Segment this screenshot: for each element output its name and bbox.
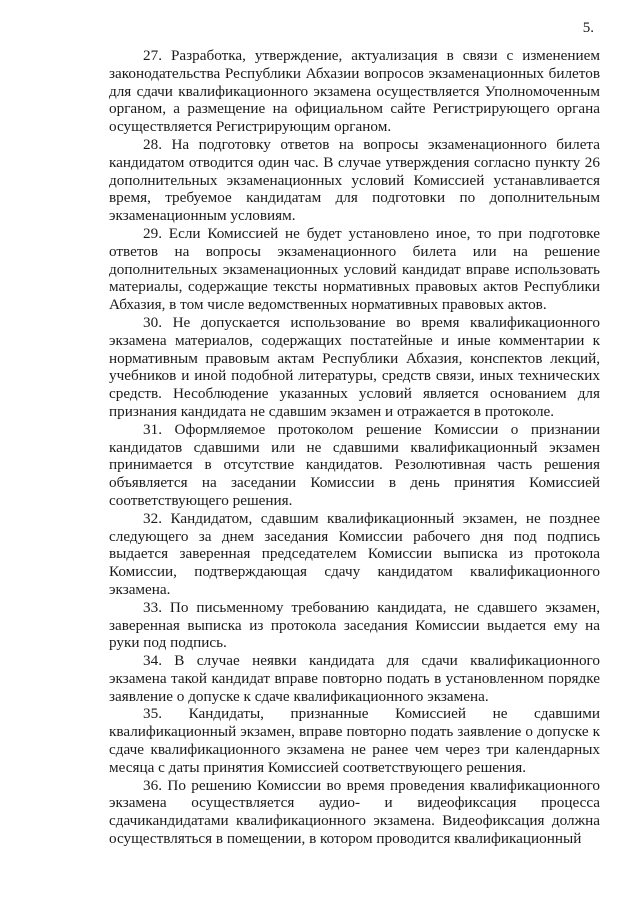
paragraph-35: 35. Кандидаты, признанные Комиссией не сдавшими квалификационный экзамен, вправе повторно подать заявление о допуске к сдаче квалификационного экзамена не ранее чем через три календарных месяца с даты принятия Комиссией соответствующего решения. xyxy=(109,705,600,776)
paragraph-27: 27. Разработка, утверждение, актуализация в связи с изменением законодательства Республики Абхазии вопросов экзаменационных билетов для сдачи квалификационного экзамена осуществляется Уполномоченным органом, а размещение на официальном сайте Регистрирующего органа осуществляется Регистрирующим органом. xyxy=(109,47,600,136)
paragraph-30: 30. Не допускается использование во время квалификационного экзамена материалов, содержащих постатейные и иные комментарии к нормативным правовым актам Республики Абхазия, конспектов лекций, учебников и иной подобной литературы, средств связи, иных технических средств. Несоблюдение указанных условий является основанием для признания кандидата не сдавшим экзамен и отражается в протоколе. xyxy=(109,313,600,420)
paragraph-34: 34. В случае неявки кандидата для сдачи квалификационного экзамена такой кандидат вправе повторно подать в установленном порядке заявление о допуске к сдаче квалификационного экзамена. xyxy=(109,652,600,705)
paragraph-31: 31. Оформляемое протоколом решение Комиссии о признании кандидатов сдавшими или не сдавшими квалификационный экзамен принимается в отсутствие кандидатов. Резолютивная часть решения объявляется на заседании Комиссии в день принятия Комиссией соответствующего решения. xyxy=(109,420,600,509)
paragraph-32: 32. Кандидатом, сдавшим квалификационный экзамен, не позднее следующего за днем заседания Комиссии рабочего дня под подпись выдается заверенная председателем Комиссии выписка из протокола Комиссии, подтверждающая сдачу кандидатом квалификационного экзамена. xyxy=(109,509,600,598)
paragraph-29: 29. Если Комиссией не будет установлено иное, то при подготовке ответов на вопросы экзаменационного билета или на решение дополнительных экзаменационных условий кандидат вправе использовать материалы, содержащие тексты нормативных правовых актов Республики Абхазия, в том числе ведомственных нормативных правовых актов. xyxy=(109,224,600,314)
paragraph-28: 28. На подготовку ответов на вопросы экзаменационного билета кандидатом отводится один час. В случае утверждения согласно пункту 26 дополнительных экзаменационных условий Комиссией устанавливается время, требуемое кандидатам для подготовки по дополнительным экзаменационным условиям. xyxy=(109,135,600,225)
paragraph-36: 36. По решению Комиссии во время проведения квалификационного экзамена осуществляется аудио- и видеофиксация процесса сдачикандидатами квалификационного экзамена. Видеофиксация должна осуществляться в помещении, в котором проводится квалификационный xyxy=(109,776,600,848)
page-number: 5. xyxy=(582,20,594,36)
document-body xyxy=(109,47,600,848)
paragraph-33: 33. По письменному требованию кандидата, не сдавшего экзамен, заверенная выписка из протокола заседания Комиссии выдается ему на руки под подпись. xyxy=(109,598,600,652)
